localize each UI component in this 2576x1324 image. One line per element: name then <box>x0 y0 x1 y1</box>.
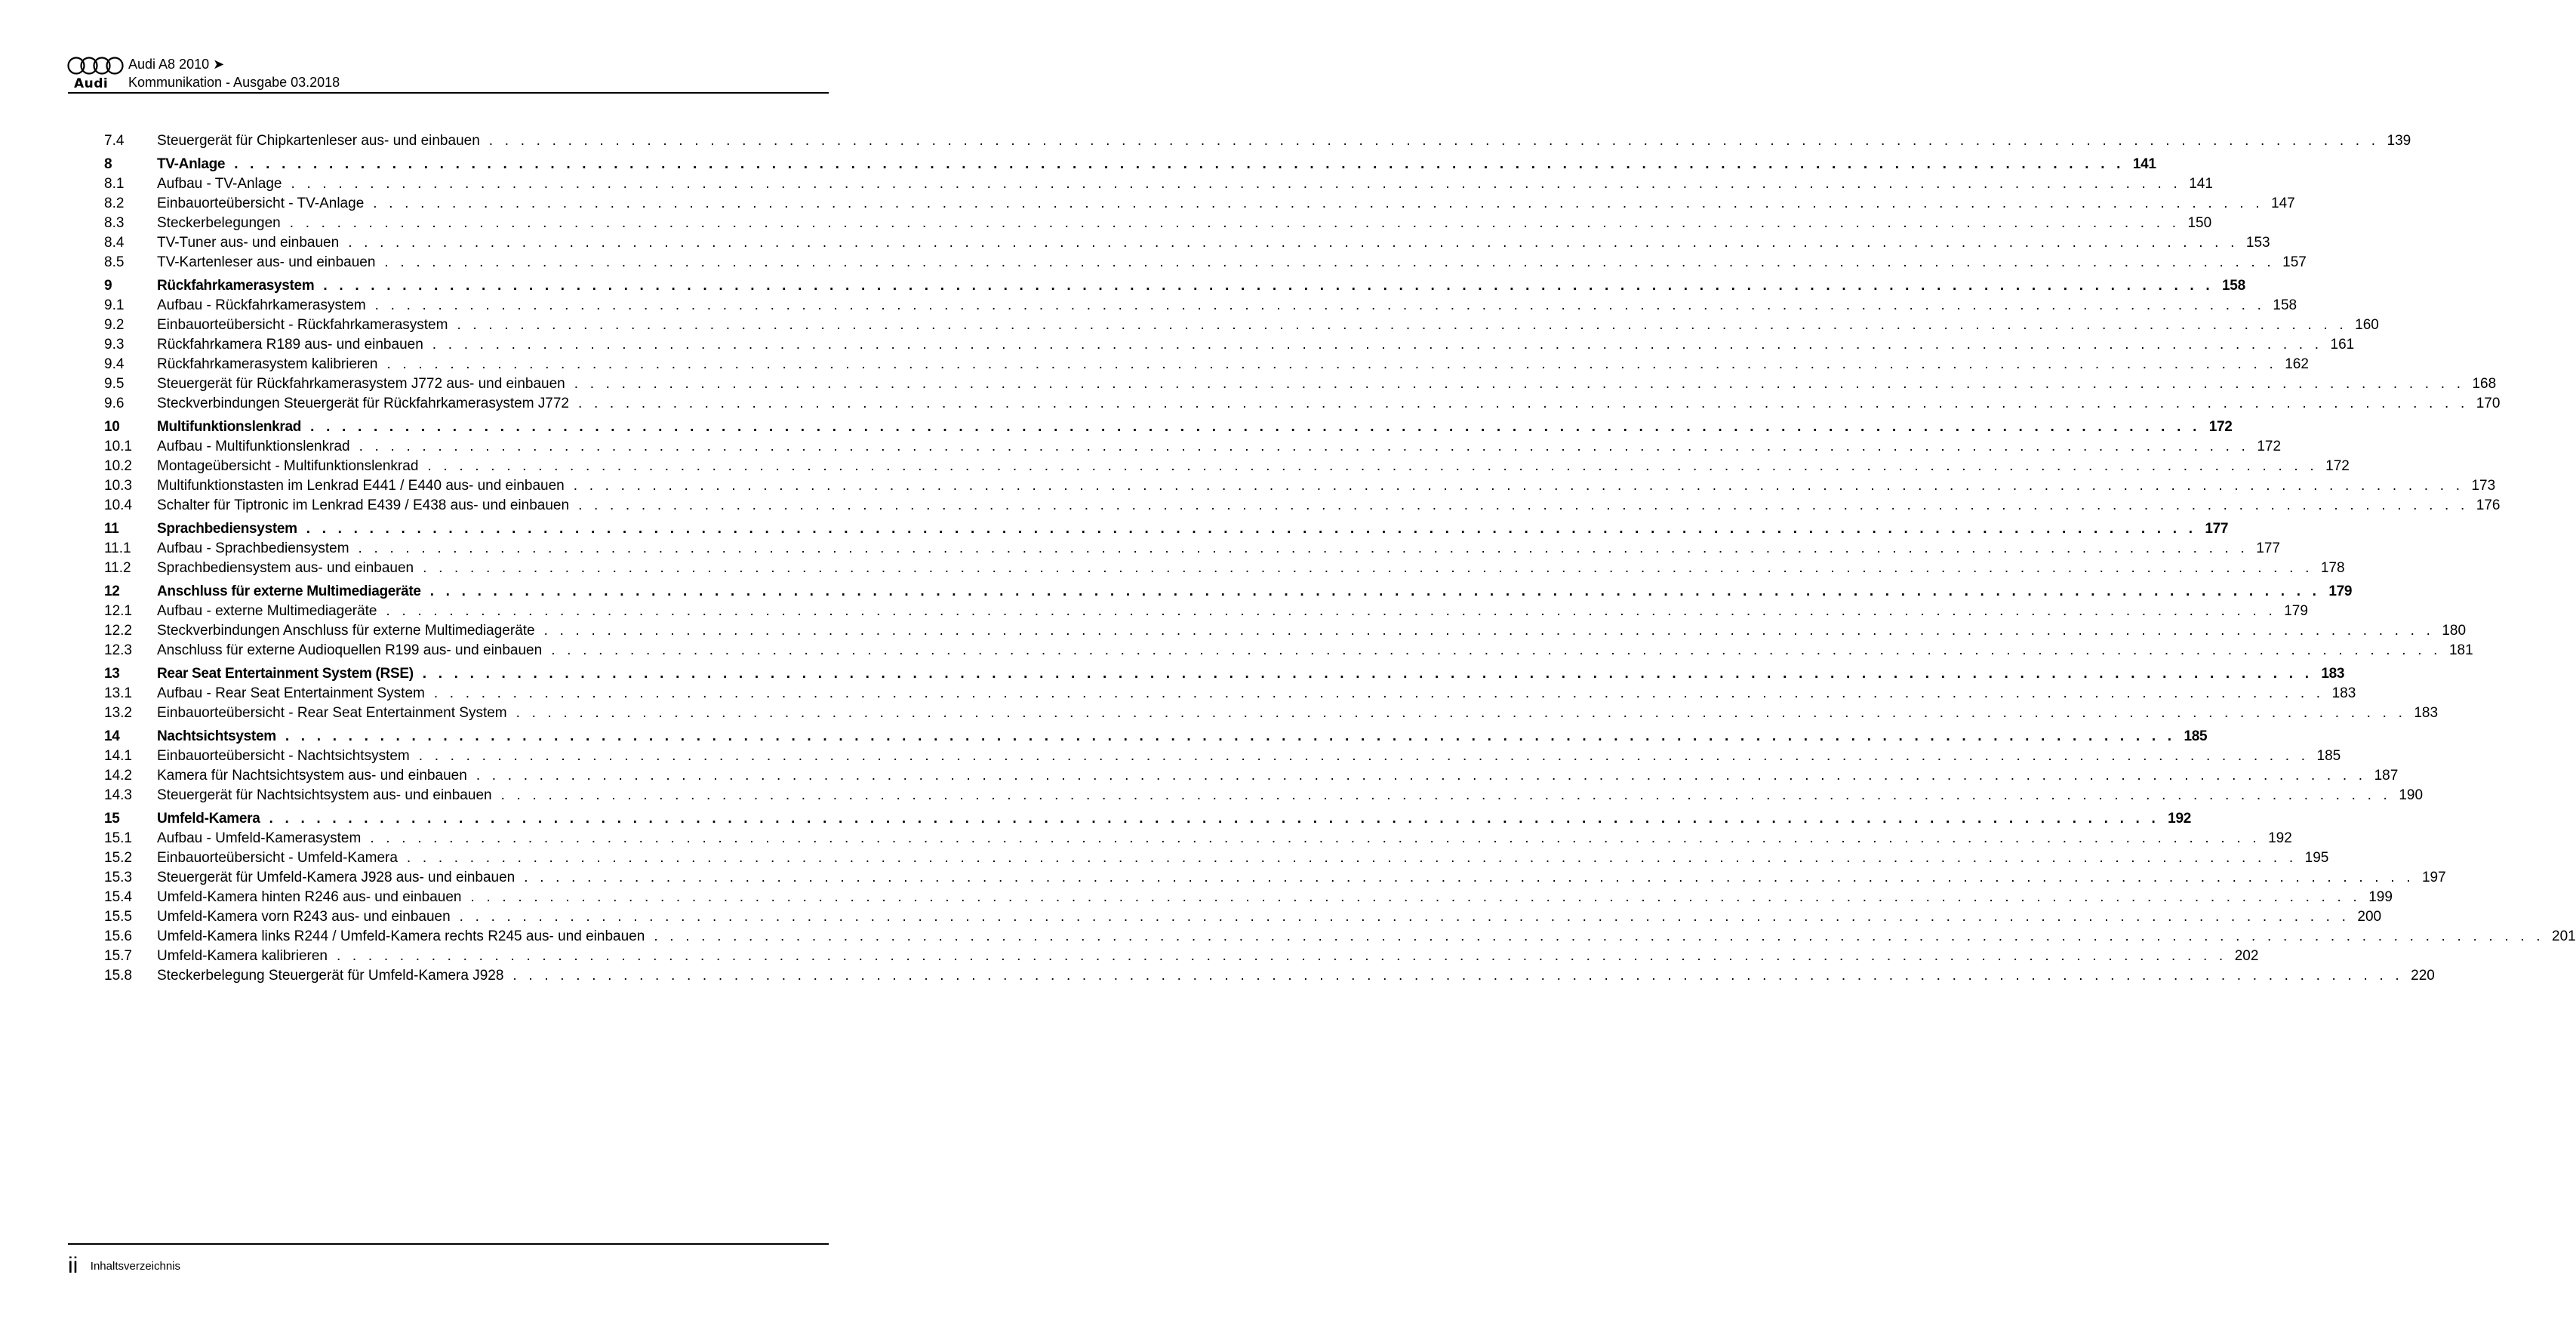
toc-entry-number: 15.8 <box>104 968 132 984</box>
toc-entry-number: 13.2 <box>104 705 132 721</box>
toc-section-row[interactable] <box>104 131 2411 151</box>
toc-dot-leader: . . . . . . . . . . . . . . . . . . . . . . . . . . . . . . . . . . . . . . . . . . . . . . . . . . . . . . . . . . . . . . . . . . . . . . . . . . . . . . . . . . . . . . . . . . . . . . . . . . . . . . . . . . . . . . . . . . . . . . . . <box>418 748 2310 764</box>
toc-section-row[interactable] <box>104 374 2497 394</box>
toc-entry-title: Einbauorteübersicht - Rear Seat Entertainment System <box>157 705 507 721</box>
toc-entry-page: 183 <box>2414 705 2439 721</box>
toc-entry-title: Multifunktionslenkrad <box>157 419 302 435</box>
toc-entry-page: 173 <box>2471 478 2496 494</box>
toc-dot-leader: . . . . . . . . . . . . . . . . . . . . . . . . . . . . . . . . . . . . . . . . . . . . . . . . . . . . . . . . . . . . . . . . . . . . . . . . . . . . . . . . . . . . . . . . . . . . . . . . . . . . . . . . . . . . . . . . . . . . . . . . <box>386 603 2276 619</box>
toc-dot-leader: . . . . . . . . . . . . . . . . . . . . . . . . . . . . . . . . . . . . . . . . . . . . . . . . . . . . . . . . . . . . . . . . . . . . . . . . . . . . . . . . . . . . . . . . . . . . . . . . . . . . . . . . . . . . . . . . . . . . . . . . <box>323 278 2214 294</box>
footer-section-title: Inhaltsverzeichnis <box>90 1260 181 1273</box>
toc-dot-leader: . . . . . . . . . . . . . . . . . . . . . . . . . . . . . . . . . . . . . . . . . . . . . . . . . . . . . . . . . . . . . . . . . . . . . . . . . . . . . . . . . . . . . . . . . . . . . . . . . . . . . . . . . . . . . . . . . . . . . . . . <box>654 928 2544 944</box>
toc-entry-title: Einbauorteübersicht - TV-Anlage <box>157 196 365 211</box>
toc-chapter-row[interactable] <box>104 809 2191 829</box>
toc-dot-leader: . . . . . . . . . . . . . . . . . . . . . . . . . . . . . . . . . . . . . . . . . . . . . . . . . . . . . . . . . . . . . . . . . . . . . . . . . . . . . . . . . . . . . . . . . . . . . . . . . . . . . . . . . . . . . . . . . . . . . . . . <box>524 870 2414 885</box>
toc-entry-number: 8.5 <box>104 254 125 270</box>
toc-dot-leader: . . . . . . . . . . . . . . . . . . . . . . . . . . . . . . . . . . . . . . . . . . . . . . . . . . . . . . . . . . . . . . . . . . . . . . . . . . . . . . . . . . . . . . . . . . . . . . . . . . . . . . . . . . . . . . . . . . . . . . . . <box>512 968 2403 984</box>
toc-entry-number: 14.1 <box>104 748 132 764</box>
toc-entry-number: 15 <box>104 811 120 827</box>
toc-entry-number: 14.2 <box>104 768 132 784</box>
toc-entry-page: 181 <box>2448 642 2473 658</box>
toc-entry-page: 158 <box>2222 278 2245 294</box>
toc-section-row[interactable] <box>104 888 2393 907</box>
toc-entry-page: 192 <box>2168 811 2191 827</box>
toc-entry-number: 15.2 <box>104 850 132 866</box>
toc-entry-page: 183 <box>2331 685 2356 701</box>
toc-section-row[interactable] <box>104 766 2399 786</box>
audi-rings-icon <box>66 56 125 75</box>
toc-dot-leader: . . . . . . . . . . . . . . . . . . . . . . . . . . . . . . . . . . . . . . . . . . . . . . . . . . . . . . . . . . . . . . . . . . . . . . . . . . . . . . . . . . . . . . . . . . . . . . . . . . . . . . . . . . . . . . . . . . . . . . . . <box>384 254 2275 270</box>
toc-entry-page: 187 <box>2374 768 2399 784</box>
toc-entry-title: Anschluss für externe Audioquellen R199 aus- und einbauen <box>157 642 543 658</box>
toc-entry-page: 176 <box>2476 497 2501 513</box>
toc-entry-page: 201 <box>2552 928 2576 944</box>
page-footer <box>68 1253 180 1279</box>
toc-entry-title: Steuergerät für Nachtsichtsystem aus- und einbauen <box>157 787 492 803</box>
toc-section-row[interactable] <box>104 966 2435 986</box>
toc-dot-leader: . . . . . . . . . . . . . . . . . . . . . . . . . . . . . . . . . . . . . . . . . . . . . . . . . . . . . . . . . . . . . . . . . . . . . . . . . . . . . . . . . . . . . . . . . . . . . . . . . . . . . . . . . . . . . . . . . . . . . . . . <box>374 297 2266 313</box>
toc-entry-page: 190 <box>2399 787 2424 803</box>
toc-section-row[interactable] <box>104 355 2309 374</box>
toc-entry-number: 15.1 <box>104 830 132 846</box>
toc-section-row[interactable] <box>104 704 2439 723</box>
toc-section-row[interactable] <box>104 174 2213 194</box>
toc-entry-title: Einbauorteübersicht - Rückfahrkamerasystem <box>157 317 448 333</box>
toc-dot-leader: . . . . . . . . . . . . . . . . . . . . . . . . . . . . . . . . . . . . . . . . . . . . . . . . . . . . . . . . . . . . . . . . . . . . . . . . . . . . . . . . . . . . . . . . . . . . . . . . . . . . . . . . . . . . . . . . . . . . . . . . <box>291 176 2181 192</box>
toc-dot-leader: . . . . . . . . . . . . . . . . . . . . . . . . . . . . . . . . . . . . . . . . . . . . . . . . . . . . . . . . . . . . . . . . . . . . . . . . . . . . . . . . . . . . . . . . . . . . . . . . . . . . . . . . . . . . . . . . . . . . . . . . <box>500 787 2392 803</box>
toc-entry-page: 158 <box>2273 297 2297 313</box>
toc-entry-page: 161 <box>2330 337 2355 353</box>
toc-section-row[interactable] <box>104 394 2501 414</box>
toc-entry-title: Umfeld-Kamera hinten R246 aus- und einbauen <box>157 889 462 905</box>
toc-chapter-row[interactable] <box>104 664 2345 684</box>
toc-entry-page: 168 <box>2472 376 2497 392</box>
toc-dot-leader: . . . . . . . . . . . . . . . . . . . . . . . . . . . . . . . . . . . . . . . . . . . . . . . . . . . . . . . . . . . . . . . . . . . . . . . . . . . . . . . . . . . . . . . . . . . . . . . . . . . . . . . . . . . . . . . . . . . . . . . . <box>459 909 2350 925</box>
audi-brand-text: Audi <box>74 76 109 91</box>
toc-dot-leader: . . . . . . . . . . . . . . . . . . . . . . . . . . . . . . . . . . . . . . . . . . . . . . . . . . . . . . . . . . . . . . . . . . . . . . . . . . . . . . . . . . . . . . . . . . . . . . . . . . . . . . . . . . . . . . . . . . . . . . . . <box>433 685 2325 701</box>
toc-entry-number: 15.4 <box>104 889 132 905</box>
toc-section-row[interactable] <box>104 194 2295 214</box>
toc-dot-leader: . . . . . . . . . . . . . . . . . . . . . . . . . . . . . . . . . . . . . . . . . . . . . . . . . . . . . . . . . . . . . . . . . . . . . . . . . . . . . . . . . . . . . . . . . . . . . . . . . . . . . . . . . . . . . . . . . . . . . . . . <box>358 540 2248 556</box>
toc-section-row[interactable] <box>104 437 2282 457</box>
toc-entry-page: 177 <box>2256 540 2280 556</box>
toc-section-row[interactable] <box>104 848 2329 868</box>
toc-entry-number: 9.2 <box>104 317 125 333</box>
toc-entry-title: Aufbau - Multifunktionslenkrad <box>157 439 350 454</box>
toc-section-row[interactable] <box>104 296 2297 316</box>
toc-entry-number: 15.3 <box>104 870 132 885</box>
toc-dot-leader: . . . . . . . . . . . . . . . . . . . . . . . . . . . . . . . . . . . . . . . . . . . . . . . . . . . . . . . . . . . . . . . . . . . . . . . . . . . . . . . . . . . . . . . . . . . . . . . . . . . . . . . . . . . . . . . . . . . . . . . . <box>516 705 2407 721</box>
toc-entry-number: 9.3 <box>104 337 125 353</box>
toc-dot-leader: . . . . . . . . . . . . . . . . . . . . . . . . . . . . . . . . . . . . . . . . . . . . . . . . . . . . . . . . . . . . . . . . . . . . . . . . . . . . . . . . . . . . . . . . . . . . . . . . . . . . . . . . . . . . . . . . . . . . . . . . <box>427 458 2318 474</box>
toc-dot-leader: . . . . . . . . . . . . . . . . . . . . . . . . . . . . . . . . . . . . . . . . . . . . . . . . . . . . . . . . . . . . . . . . . . . . . . . . . . . . . . . . . . . . . . . . . . . . . . . . . . . . . . . . . . . . . . . . . . . . . . . . <box>488 133 2380 149</box>
toc-entry-page: 199 <box>2368 889 2393 905</box>
toc-entry-title: Umfeld-Kamera links R244 / Umfeld-Kamera rechts R245 aus- und einbauen <box>157 928 645 944</box>
toc-entry-number: 8.1 <box>104 176 125 192</box>
toc-section-row[interactable] <box>104 927 2576 947</box>
toc-entry-number: 15.7 <box>104 948 132 964</box>
toc-section-row[interactable] <box>104 457 2350 476</box>
toc-section-row[interactable] <box>104 621 2467 641</box>
toc-dot-leader: . . . . . . . . . . . . . . . . . . . . . . . . . . . . . . . . . . . . . . . . . . . . . . . . . . . . . . . . . . . . . . . . . . . . . . . . . . . . . . . . . . . . . . . . . . . . . . . . . . . . . . . . . . . . . . . . . . . . . . . . <box>336 948 2227 964</box>
toc-dot-leader: . . . . . . . . . . . . . . . . . . . . . . . . . . . . . . . . . . . . . . . . . . . . . . . . . . . . . . . . . . . . . . . . . . . . . . . . . . . . . . . . . . . . . . . . . . . . . . . . . . . . . . . . . . . . . . . . . . . . . . . . <box>370 830 2261 846</box>
toc-entry-number: 12.1 <box>104 603 132 619</box>
toc-entry-title: Aufbau - Sprachbediensystem <box>157 540 349 556</box>
toc-section-row[interactable] <box>104 476 2496 496</box>
document-subtitle: Kommunikation - Ausgabe 03.2018 <box>128 75 340 90</box>
toc-entry-title: Aufbau - Rückfahrkamerasystem <box>157 297 366 313</box>
toc-section-row[interactable] <box>104 786 2424 805</box>
toc-dot-leader: . . . . . . . . . . . . . . . . . . . . . . . . . . . . . . . . . . . . . . . . . . . . . . . . . . . . . . . . . . . . . . . . . . . . . . . . . . . . . . . . . . . . . . . . . . . . . . . . . . . . . . . . . . . . . . . . . . . . . . . . <box>574 376 2465 392</box>
toc-dot-leader: . . . . . . . . . . . . . . . . . . . . . . . . . . . . . . . . . . . . . . . . . . . . . . . . . . . . . . . . . . . . . . . . . . . . . . . . . . . . . . . . . . . . . . . . . . . . . . . . . . . . . . . . . . . . . . . . . . . . . . . . <box>457 317 2347 333</box>
toc-dot-leader: . . . . . . . . . . . . . . . . . . . . . . . . . . . . . . . . . . . . . . . . . . . . . . . . . . . . . . . . . . . . . . . . . . . . . . . . . . . . . . . . . . . . . . . . . . . . . . . . . . . . . . . . . . . . . . . . . . . . . . . . <box>432 337 2323 353</box>
toc-entry-page: 195 <box>2304 850 2329 866</box>
toc-entry-page: 147 <box>2271 196 2295 211</box>
toc-entry-page: 197 <box>2421 870 2446 885</box>
toc-entry-page: 192 <box>2268 830 2292 846</box>
toc-entry-number: 9.6 <box>104 396 125 411</box>
toc-entry-number: 15.6 <box>104 928 132 944</box>
toc-entry-number: 7.4 <box>104 133 125 149</box>
toc-entry-title: Umfeld-Kamera <box>157 811 260 827</box>
toc-dot-leader: . . . . . . . . . . . . . . . . . . . . . . . . . . . . . . . . . . . . . . . . . . . . . . . . . . . . . . . . . . . . . . . . . . . . . . . . . . . . . . . . . . . . . . . . . . . . . . . . . . . . . . . . . . . . . . . . . . . . . . . . <box>373 196 2264 211</box>
toc-entry-page: 185 <box>2316 748 2341 764</box>
toc-dot-leader: . . . . . . . . . . . . . . . . . . . . . . . . . . . . . . . . . . . . . . . . . . . . . . . . . . . . . . . . . . . . . . . . . . . . . . . . . . . . . . . . . . . . . . . . . . . . . . . . . . . . . . . . . . . . . . . . . . . . . . . . <box>475 768 2367 784</box>
toc-entry-page: 157 <box>2282 254 2307 270</box>
toc-entry-title: Steckverbindungen Steuergerät für Rückfahrkamerasystem J772 <box>157 396 569 411</box>
toc-entry-page: 139 <box>2387 133 2411 149</box>
toc-entry-page: 179 <box>2328 583 2353 599</box>
toc-entry-number: 14.3 <box>104 787 132 803</box>
toc-dot-leader: . . . . . . . . . . . . . . . . . . . . . . . . . . . . . . . . . . . . . . . . . . . . . . . . . . . . . . . . . . . . . . . . . . . . . . . . . . . . . . . . . . . . . . . . . . . . . . . . . . . . . . . . . . . . . . . . . . . . . . . . <box>269 811 2159 827</box>
toc-entry-page: 200 <box>2357 909 2382 925</box>
toc-entry-page: 178 <box>2320 560 2345 576</box>
toc-section-row[interactable] <box>104 214 2212 233</box>
toc-dot-leader: . . . . . . . . . . . . . . . . . . . . . . . . . . . . . . . . . . . . . . . . . . . . . . . . . . . . . . . . . . . . . . . . . . . . . . . . . . . . . . . . . . . . . . . . . . . . . . . . . . . . . . . . . . . . . . . . . . . . . . . . <box>310 419 2201 435</box>
toc-entry-title: Aufbau - Umfeld-Kamerasystem <box>157 830 362 846</box>
toc-section-row[interactable] <box>104 316 2379 335</box>
table-of-contents <box>104 131 2576 986</box>
toc-entry-number: 11 <box>104 521 119 537</box>
toc-section-row[interactable] <box>104 253 2307 272</box>
toc-dot-leader: . . . . . . . . . . . . . . . . . . . . . . . . . . . . . . . . . . . . . . . . . . . . . . . . . . . . . . . . . . . . . . . . . . . . . . . . . . . . . . . . . . . . . . . . . . . . . . . . . . . . . . . . . . . . . . . . . . . . . . . . <box>234 156 2125 172</box>
toc-section-row[interactable] <box>104 539 2280 559</box>
toc-dot-leader: . . . . . . . . . . . . . . . . . . . . . . . . . . . . . . . . . . . . . . . . . . . . . . . . . . . . . . . . . . . . . . . . . . . . . . . . . . . . . . . . . . . . . . . . . . . . . . . . . . . . . . . . . . . . . . . . . . . . . . . . <box>406 850 2297 866</box>
toc-entry-page: 153 <box>2245 235 2270 251</box>
toc-section-row[interactable] <box>104 496 2501 516</box>
toc-entry-number: 9.1 <box>104 297 125 313</box>
toc-entry-number: 11.2 <box>104 560 131 576</box>
toc-dot-leader: . . . . . . . . . . . . . . . . . . . . . . . . . . . . . . . . . . . . . . . . . . . . . . . . . . . . . . . . . . . . . . . . . . . . . . . . . . . . . . . . . . . . . . . . . . . . . . . . . . . . . . . . . . . . . . . . . . . . . . . . <box>422 666 2313 682</box>
toc-entry-number: 8 <box>104 156 112 172</box>
toc-entry-number: 9.5 <box>104 376 125 392</box>
toc-entry-title: Umfeld-Kamera kalibrieren <box>157 948 328 964</box>
toc-entry-title: Einbauorteübersicht - Nachtsichtsystem <box>157 748 410 764</box>
toc-entry-number: 8.3 <box>104 215 125 231</box>
toc-chapter-row[interactable] <box>104 582 2353 602</box>
toc-entry-page: 172 <box>2257 439 2282 454</box>
toc-section-row[interactable] <box>104 829 2292 848</box>
toc-entry-page: 180 <box>2442 623 2467 639</box>
toc-entry-title: Multifunktionstasten im Lenkrad E441 / E440 aus- und einbauen <box>157 478 565 494</box>
toc-entry-number: 9.4 <box>104 356 125 372</box>
toc-entry-title: Einbauorteübersicht - Umfeld-Kamera <box>157 850 398 866</box>
toc-entry-number: 11.1 <box>104 540 131 556</box>
toc-dot-leader: . . . . . . . . . . . . . . . . . . . . . . . . . . . . . . . . . . . . . . . . . . . . . . . . . . . . . . . . . . . . . . . . . . . . . . . . . . . . . . . . . . . . . . . . . . . . . . . . . . . . . . . . . . . . . . . . . . . . . . . . <box>423 560 2313 576</box>
toc-dot-leader: . . . . . . . . . . . . . . . . . . . . . . . . . . . . . . . . . . . . . . . . . . . . . . . . . . . . . . . . . . . . . . . . . . . . . . . . . . . . . . . . . . . . . . . . . . . . . . . . . . . . . . . . . . . . . . . . . . . . . . . . <box>578 396 2469 411</box>
toc-dot-leader: . . . . . . . . . . . . . . . . . . . . . . . . . . . . . . . . . . . . . . . . . . . . . . . . . . . . . . . . . . . . . . . . . . . . . . . . . . . . . . . . . . . . . . . . . . . . . . . . . . . . . . . . . . . . . . . . . . . . . . . . <box>543 623 2435 639</box>
header-rule <box>68 92 829 94</box>
toc-section-row[interactable] <box>104 641 2473 660</box>
toc-entry-number: 12 <box>104 583 120 599</box>
toc-entry-title: Steuergerät für Chipkartenleser aus- und einbauen <box>157 133 480 149</box>
toc-chapter-row[interactable] <box>104 519 2229 539</box>
toc-dot-leader: . . . . . . . . . . . . . . . . . . . . . . . . . . . . . . . . . . . . . . . . . . . . . . . . . . . . . . . . . . . . . . . . . . . . . . . . . . . . . . . . . . . . . . . . . . . . . . . . . . . . . . . . . . . . . . . . . . . . . . . . <box>429 583 2321 599</box>
toc-entry-page: 150 <box>2187 215 2212 231</box>
toc-entry-page: 183 <box>2321 666 2345 682</box>
toc-entry-title: Nachtsichtsystem <box>157 728 276 744</box>
toc-chapter-row[interactable] <box>104 276 2245 296</box>
toc-entry-number: 10.1 <box>104 439 132 454</box>
document-title: Audi A8 2010 ➤ <box>128 57 225 72</box>
toc-section-row[interactable] <box>104 602 2308 621</box>
toc-entry-title: Rückfahrkamera R189 aus- und einbauen <box>157 337 423 353</box>
toc-dot-leader: . . . . . . . . . . . . . . . . . . . . . . . . . . . . . . . . . . . . . . . . . . . . . . . . . . . . . . . . . . . . . . . . . . . . . . . . . . . . . . . . . . . . . . . . . . . . . . . . . . . . . . . . . . . . . . . . . . . . . . . . <box>470 889 2361 905</box>
toc-section-row[interactable] <box>104 684 2356 704</box>
toc-entry-title: Aufbau - externe Multimediageräte <box>157 603 377 619</box>
toc-entry-page: 179 <box>2284 603 2308 619</box>
toc-entry-title: TV-Tuner aus- und einbauen <box>157 235 340 251</box>
toc-section-row[interactable] <box>104 868 2446 888</box>
toc-entry-title: Kamera für Nachtsichtsystem aus- und einbauen <box>157 768 467 784</box>
toc-entry-title: Rückfahrkamerasystem kalibrieren <box>157 356 378 372</box>
toc-entry-title: TV-Anlage <box>157 156 226 172</box>
toc-entry-title: Steckverbindungen Anschluss für externe Multimediageräte <box>157 623 535 639</box>
toc-entry-number: 8.2 <box>104 196 125 211</box>
toc-entry-page: 177 <box>2205 521 2229 537</box>
toc-entry-title: Steckerbelegung Steuergerät für Umfeld-Kamera J928 <box>157 968 504 984</box>
toc-entry-number: 8.4 <box>104 235 125 251</box>
toc-section-row[interactable] <box>104 335 2355 355</box>
toc-entry-number: 10.3 <box>104 478 132 494</box>
toc-dot-leader: . . . . . . . . . . . . . . . . . . . . . . . . . . . . . . . . . . . . . . . . . . . . . . . . . . . . . . . . . . . . . . . . . . . . . . . . . . . . . . . . . . . . . . . . . . . . . . . . . . . . . . . . . . . . . . . . . . . . . . . . <box>578 497 2469 513</box>
toc-entry-number: 15.5 <box>104 909 132 925</box>
toc-entry-title: Rear Seat Entertainment System (RSE) <box>157 666 414 682</box>
page-header <box>66 53 829 92</box>
audi-logo <box>66 56 125 91</box>
toc-entry-title: Schalter für Tiptronic im Lenkrad E439 / E438 aus- und einbauen <box>157 497 570 513</box>
toc-chapter-row[interactable] <box>104 155 2156 174</box>
toc-entry-page: 220 <box>2411 968 2435 984</box>
toc-entry-page: 160 <box>2355 317 2379 333</box>
toc-dot-leader: . . . . . . . . . . . . . . . . . . . . . . . . . . . . . . . . . . . . . . . . . . . . . . . . . . . . . . . . . . . . . . . . . . . . . . . . . . . . . . . . . . . . . . . . . . . . . . . . . . . . . . . . . . . . . . . . . . . . . . . . <box>289 215 2181 231</box>
toc-entry-title: Montageübersicht - Multifunktionslenkrad <box>157 458 419 474</box>
toc-entry-number: 12.3 <box>104 642 132 658</box>
toc-chapter-row[interactable] <box>104 417 2233 437</box>
toc-entry-page: 202 <box>2234 948 2259 964</box>
toc-dot-leader: . . . . . . . . . . . . . . . . . . . . . . . . . . . . . . . . . . . . . . . . . . . . . . . . . . . . . . . . . . . . . . . . . . . . . . . . . . . . . . . . . . . . . . . . . . . . . . . . . . . . . . . . . . . . . . . . . . . . . . . . <box>348 235 2239 251</box>
toc-entry-title: Aufbau - Rear Seat Entertainment System <box>157 685 425 701</box>
toc-entry-page: 185 <box>2184 728 2208 744</box>
toc-entry-number: 13 <box>104 666 120 682</box>
toc-chapter-row[interactable] <box>104 727 2208 747</box>
toc-entry-title: Umfeld-Kamera vorn R243 aus- und einbauen <box>157 909 451 925</box>
toc-section-row[interactable] <box>104 233 2270 253</box>
footer-rule <box>68 1243 829 1245</box>
toc-section-row[interactable] <box>104 907 2382 927</box>
toc-dot-leader: . . . . . . . . . . . . . . . . . . . . . . . . . . . . . . . . . . . . . . . . . . . . . . . . . . . . . . . . . . . . . . . . . . . . . . . . . . . . . . . . . . . . . . . . . . . . . . . . . . . . . . . . . . . . . . . . . . . . . . . . <box>386 356 2277 372</box>
toc-dot-leader: . . . . . . . . . . . . . . . . . . . . . . . . . . . . . . . . . . . . . . . . . . . . . . . . . . . . . . . . . . . . . . . . . . . . . . . . . . . . . . . . . . . . . . . . . . . . . . . . . . . . . . . . . . . . . . . . . . . . . . . . <box>359 439 2250 454</box>
toc-entry-title: Steuergerät für Rückfahrkamerasystem J772 aus- und einbauen <box>157 376 565 392</box>
toc-entry-title: Anschluss für externe Multimediageräte <box>157 583 421 599</box>
toc-entry-number: 10.4 <box>104 497 132 513</box>
toc-entry-title: Sprachbediensystem aus- und einbauen <box>157 560 414 576</box>
toc-entry-title: Sprachbediensystem <box>157 521 297 537</box>
toc-dot-leader: . . . . . . . . . . . . . . . . . . . . . . . . . . . . . . . . . . . . . . . . . . . . . . . . . . . . . . . . . . . . . . . . . . . . . . . . . . . . . . . . . . . . . . . . . . . . . . . . . . . . . . . . . . . . . . . . . . . . . . . . <box>551 642 2442 658</box>
toc-entry-number: 10.2 <box>104 458 132 474</box>
toc-entry-title: TV-Kartenleser aus- und einbauen <box>157 254 376 270</box>
toc-entry-number: 14 <box>104 728 120 744</box>
toc-entry-title: Aufbau - TV-Anlage <box>157 176 282 192</box>
toc-entry-title: Steuergerät für Umfeld-Kamera J928 aus- und einbauen <box>157 870 516 885</box>
toc-entry-number: 9 <box>104 278 112 294</box>
toc-entry-page: 172 <box>2325 458 2350 474</box>
toc-entry-page: 141 <box>2132 156 2156 172</box>
toc-section-row[interactable] <box>104 947 2259 966</box>
toc-entry-page: 141 <box>2189 176 2213 192</box>
page-number: ii <box>68 1253 78 1278</box>
toc-section-row[interactable] <box>104 559 2345 578</box>
toc-entry-page: 162 <box>2285 356 2309 372</box>
toc-entry-title: Steckerbelegungen <box>157 215 281 231</box>
toc-entry-title: Rückfahrkamerasystem <box>157 278 315 294</box>
toc-entry-number: 10 <box>104 419 120 435</box>
toc-entry-page: 172 <box>2208 419 2233 435</box>
toc-dot-leader: . . . . . . . . . . . . . . . . . . . . . . . . . . . . . . . . . . . . . . . . . . . . . . . . . . . . . . . . . . . . . . . . . . . . . . . . . . . . . . . . . . . . . . . . . . . . . . . . . . . . . . . . . . . . . . . . . . . . . . . . <box>573 478 2464 494</box>
toc-entry-number: 12.2 <box>104 623 132 639</box>
toc-dot-leader: . . . . . . . . . . . . . . . . . . . . . . . . . . . . . . . . . . . . . . . . . . . . . . . . . . . . . . . . . . . . . . . . . . . . . . . . . . . . . . . . . . . . . . . . . . . . . . . . . . . . . . . . . . . . . . . . . . . . . . . . <box>306 521 2197 537</box>
toc-entry-page: 170 <box>2476 396 2501 411</box>
toc-entry-number: 13.1 <box>104 685 132 701</box>
toc-dot-leader: . . . . . . . . . . . . . . . . . . . . . . . . . . . . . . . . . . . . . . . . . . . . . . . . . . . . . . . . . . . . . . . . . . . . . . . . . . . . . . . . . . . . . . . . . . . . . . . . . . . . . . . . . . . . . . . . . . . . . . . . <box>285 728 2176 744</box>
toc-section-row[interactable] <box>104 747 2341 766</box>
